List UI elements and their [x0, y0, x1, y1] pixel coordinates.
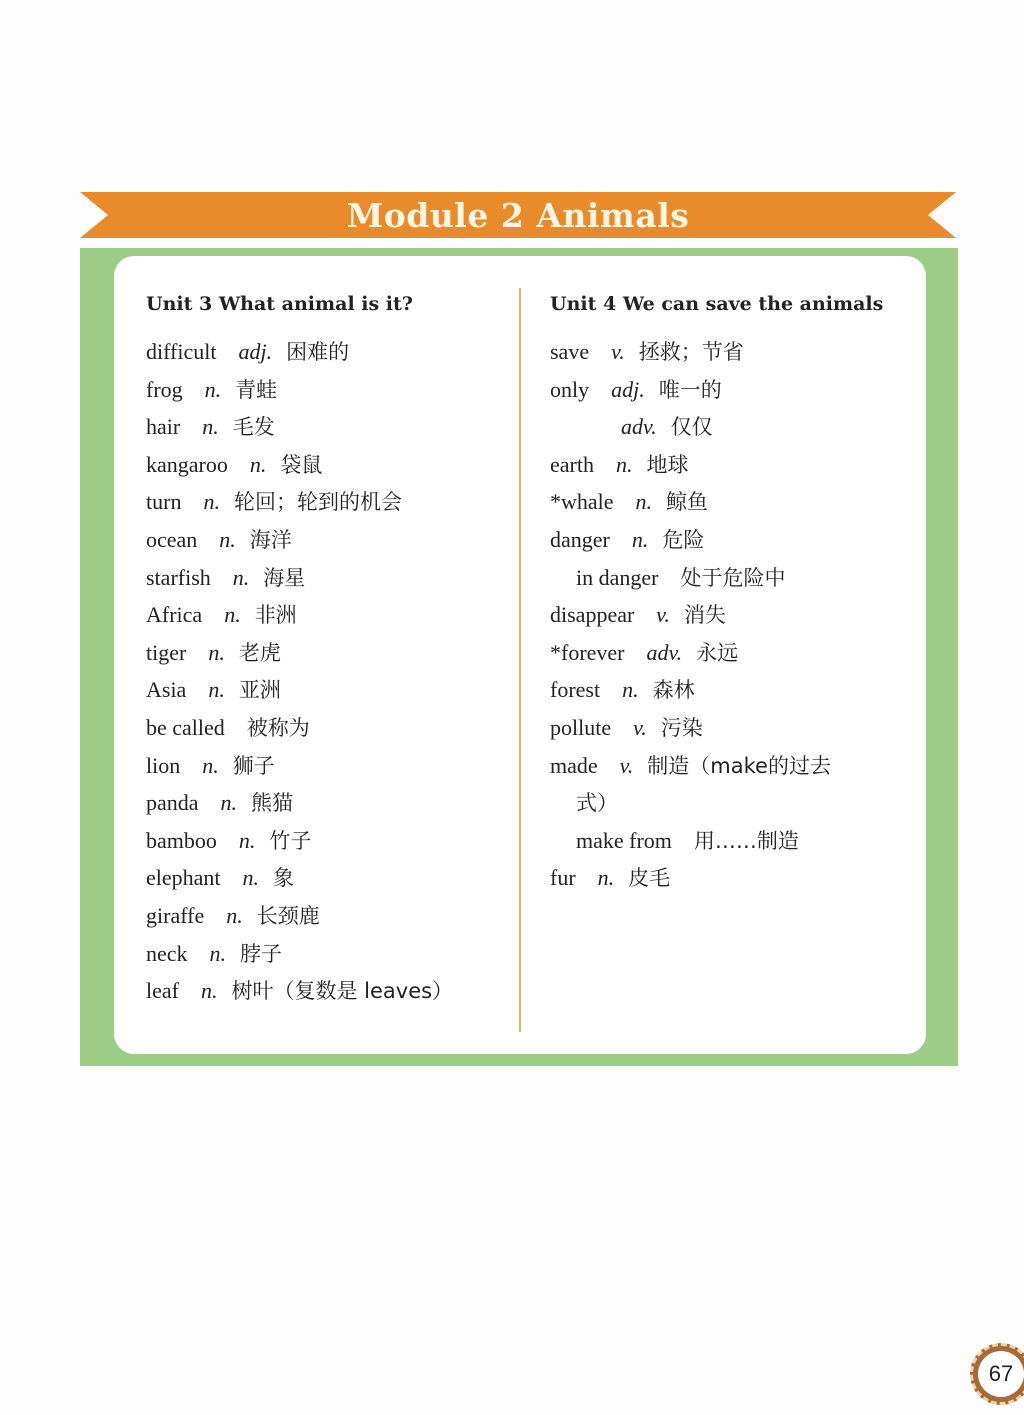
vocab-word: turn — [146, 489, 182, 515]
vocab-meaning: 制造（make的过去 — [647, 753, 831, 778]
vocab-entry — [550, 859, 910, 897]
vocab-entry — [146, 784, 516, 822]
vocab-entry — [550, 521, 910, 559]
part-of-speech: adj. — [238, 339, 273, 364]
vocab-word: starfish — [146, 564, 211, 590]
vocab-word: Africa — [146, 602, 203, 628]
part-of-speech: n. — [635, 489, 653, 515]
part-of-speech: n. — [224, 602, 241, 628]
part-of-speech: n. — [249, 451, 267, 477]
vocab-meaning: 象 — [273, 866, 295, 891]
vocab-meaning: 鲸鱼 — [666, 490, 709, 515]
vocab-meaning: 皮毛 — [628, 866, 671, 891]
part-of-speech: n. — [622, 677, 639, 703]
part-of-speech: n. — [208, 677, 225, 703]
vocab-word: ocean — [146, 526, 198, 552]
vocab-word: leaf — [146, 978, 179, 1004]
vocab-entry — [146, 972, 516, 1010]
vocab-entry — [146, 371, 516, 409]
part-of-speech: v. — [633, 714, 647, 740]
part-of-speech: v. — [619, 752, 634, 778]
vocab-word: neck — [146, 940, 188, 966]
vocab-meaning: 树叶（复数是 leaves） — [231, 979, 454, 1004]
page-number-badge — [970, 1343, 1024, 1405]
vocab-meaning: 森林 — [652, 678, 695, 703]
vocab-entry — [146, 935, 516, 973]
vocab-word: *whale — [550, 489, 614, 515]
vocab-entry — [550, 333, 910, 371]
vocab-entry — [146, 446, 516, 484]
vocab-word: *forever — [550, 639, 625, 665]
vocab-word: fur — [550, 865, 576, 891]
vocab-word: save — [550, 339, 590, 364]
vocab-entry — [550, 747, 910, 785]
vocab-entry — [550, 559, 910, 597]
part-of-speech: n. — [220, 790, 238, 816]
module-title: Module 2 Animals — [346, 196, 690, 235]
unit-3-heading: Unit 3 What animal is it? — [146, 293, 413, 315]
vocab-meaning: 被称为 — [246, 715, 310, 740]
vocab-meaning: 长颈鹿 — [256, 903, 320, 928]
vocab-entry — [550, 446, 910, 484]
vocab-meaning: 污染 — [660, 715, 703, 740]
unit-3-column — [146, 286, 516, 1010]
vocab-entry — [146, 559, 516, 597]
vocab-word: elephant — [146, 865, 221, 891]
vocab-word: earth — [550, 451, 594, 477]
vocab-entry — [146, 897, 516, 935]
part-of-speech: n. — [202, 752, 219, 778]
vocab-meaning: 处于危险中 — [680, 565, 786, 590]
vocab-meaning: 狮子 — [232, 753, 275, 778]
part-of-speech: adv. — [646, 639, 683, 665]
part-of-speech: adj. — [611, 376, 645, 402]
part-of-speech: n. — [615, 451, 633, 477]
vocab-meaning: 用……制造 — [693, 828, 799, 853]
vocab-meaning: 熊猫 — [251, 791, 294, 816]
vocab-word: disappear — [550, 602, 635, 628]
vocab-meaning: 毛发 — [232, 415, 275, 440]
vocab-meaning: 困难的 — [286, 340, 350, 364]
part-of-speech: n. — [232, 564, 250, 590]
column-divider — [519, 288, 521, 1032]
vocab-word: kangaroo — [146, 451, 228, 477]
vocab-meaning: 青蛙 — [235, 377, 278, 402]
vocab-entry — [146, 859, 516, 897]
vocab-entry — [550, 634, 910, 672]
vocab-meaning: 式） — [576, 791, 618, 816]
part-of-speech: n. — [203, 489, 220, 515]
vocab-meaning: 亚洲 — [238, 678, 281, 703]
vocab-meaning: 仅仅 — [670, 415, 713, 440]
unit-4-column — [550, 286, 910, 897]
part-of-speech: n. — [202, 414, 219, 440]
vocab-meaning: 老虎 — [238, 640, 281, 665]
vocab-entry — [550, 483, 910, 521]
vocab-entry — [146, 634, 516, 672]
vocab-entry — [550, 784, 910, 822]
vocab-entry — [550, 671, 910, 709]
vocab-meaning: 脖子 — [240, 941, 283, 966]
vocab-entry — [550, 709, 910, 747]
vocab-word: bamboo — [146, 827, 217, 853]
part-of-speech: n. — [200, 978, 218, 1004]
part-of-speech: n. — [208, 639, 225, 665]
vocab-entry — [146, 483, 516, 521]
part-of-speech: n. — [631, 526, 649, 552]
part-of-speech: adv. — [621, 414, 657, 440]
vocab-entry — [550, 822, 910, 860]
vocab-word: pollute — [550, 714, 612, 740]
vocab-meaning: 海洋 — [249, 527, 292, 552]
vocab-meaning: 唯一的 — [658, 377, 722, 402]
part-of-speech: v. — [611, 339, 625, 364]
vocab-entry — [146, 596, 516, 634]
vocab-entry — [146, 521, 516, 559]
vocab-meaning: 永远 — [696, 640, 739, 665]
part-of-speech: n. — [204, 376, 222, 402]
vocab-word: danger — [550, 526, 610, 552]
vocab-meaning: 轮回；轮到的机会 — [233, 490, 402, 515]
vocab-word: only — [550, 376, 590, 402]
vocab-word: make from — [576, 827, 672, 853]
vocab-entry — [146, 822, 516, 860]
unit-3-word-list — [146, 333, 516, 1010]
part-of-speech: n. — [597, 865, 615, 891]
part-of-speech: n. — [242, 865, 260, 891]
vocab-word: hair — [146, 414, 181, 440]
vocab-meaning: 拯救；节省 — [638, 340, 744, 364]
vocab-entry — [550, 408, 910, 446]
part-of-speech: n. — [226, 902, 243, 928]
vocab-word: in danger — [576, 564, 659, 590]
vocab-meaning: 非洲 — [254, 603, 297, 628]
vocab-meaning: 消失 — [683, 603, 726, 628]
vocab-meaning: 地球 — [646, 452, 689, 477]
vocab-word: difficult — [146, 339, 217, 364]
part-of-speech: n. — [238, 827, 256, 853]
vocab-meaning: 危险 — [662, 527, 705, 552]
vocab-meaning: 袋鼠 — [280, 452, 323, 477]
vocab-word: forest — [550, 677, 601, 703]
vocab-entry — [146, 747, 516, 785]
unit-4-heading: Unit 4 We can save the animals — [550, 293, 884, 315]
unit-4-word-list — [550, 333, 910, 897]
vocab-word: panda — [146, 790, 199, 816]
vocab-entry — [550, 371, 910, 409]
vocab-entry — [550, 596, 910, 634]
part-of-speech: n. — [219, 526, 236, 552]
vocab-word: giraffe — [146, 902, 205, 928]
vocab-entry — [146, 333, 516, 371]
vocab-meaning: 海星 — [263, 565, 306, 590]
vocab-meaning: 竹子 — [269, 828, 312, 853]
vocab-entry — [146, 709, 516, 747]
vocab-word: made — [550, 752, 598, 778]
page-number: 67 — [978, 1351, 1024, 1397]
module-banner — [80, 192, 956, 238]
part-of-speech: n. — [209, 940, 227, 966]
vocab-word: be called — [146, 714, 225, 740]
vocab-word: tiger — [146, 639, 187, 665]
vocab-word: frog — [146, 376, 183, 402]
vocab-entry — [146, 408, 516, 446]
part-of-speech: v. — [656, 602, 670, 628]
vocab-entry — [146, 671, 516, 709]
vocab-word: Asia — [146, 677, 187, 703]
vocab-word: lion — [146, 752, 181, 778]
